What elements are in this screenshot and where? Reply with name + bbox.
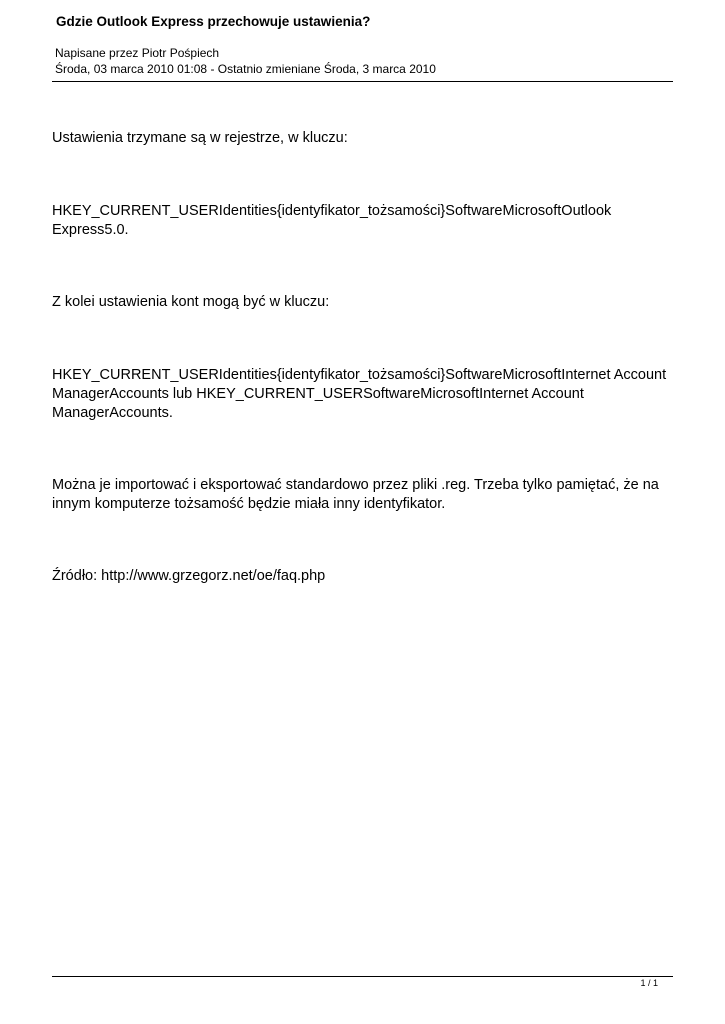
page-title: Gdzie Outlook Express przechowuje ustawienia? (56, 14, 371, 29)
paragraph-line: ManagerAccounts. (52, 405, 173, 421)
date-line: Środa, 03 marca 2010 01:08 - Ostatnio zmieniane Środa, 3 marca 2010 (55, 62, 436, 76)
paragraph-intro (52, 129, 677, 148)
paragraph-line: ManagerAccounts lub HKEY_CURRENT_USERSoftwareMicrosoftInternet Account (52, 386, 584, 402)
paragraph-line: Express5.0. (52, 222, 129, 238)
paragraph-import-export (52, 476, 677, 514)
footer-divider (52, 976, 673, 977)
paragraph-registry-key-accounts (52, 366, 677, 423)
paragraph-line: Z kolei ustawienia kont mogą być w kluczu: (52, 294, 330, 310)
paragraph-line: innym komputerze tożsamość będzie miała inny identyfikator. (52, 496, 446, 512)
paragraph-accounts-intro (52, 293, 677, 312)
paragraph-source (52, 567, 677, 586)
author-line: Napisane przez Piotr Pośpiech (55, 46, 220, 60)
header-divider (52, 81, 673, 82)
paragraph-line: HKEY_CURRENT_USERIdentities{identyfikator_tożsamości}SoftwareMicrosoftOutlook (52, 203, 612, 219)
source-line: Źródło: http://www.grzegorz.net/oe/faq.php (52, 568, 326, 584)
paragraph-line: Ustawienia trzymane są w rejestrze, w kluczu: (52, 130, 348, 146)
paragraph-line: HKEY_CURRENT_USERIdentities{identyfikator_tożsamości}SoftwareMicrosoftInternet Account (52, 367, 667, 383)
paragraph-registry-key-settings (52, 202, 677, 240)
page-number: 1 / 1 (640, 978, 658, 988)
paragraph-line: Można je importować i eksportować standardowo przez pliki .reg. Trzeba tylko pamiętać, że na (52, 477, 659, 493)
